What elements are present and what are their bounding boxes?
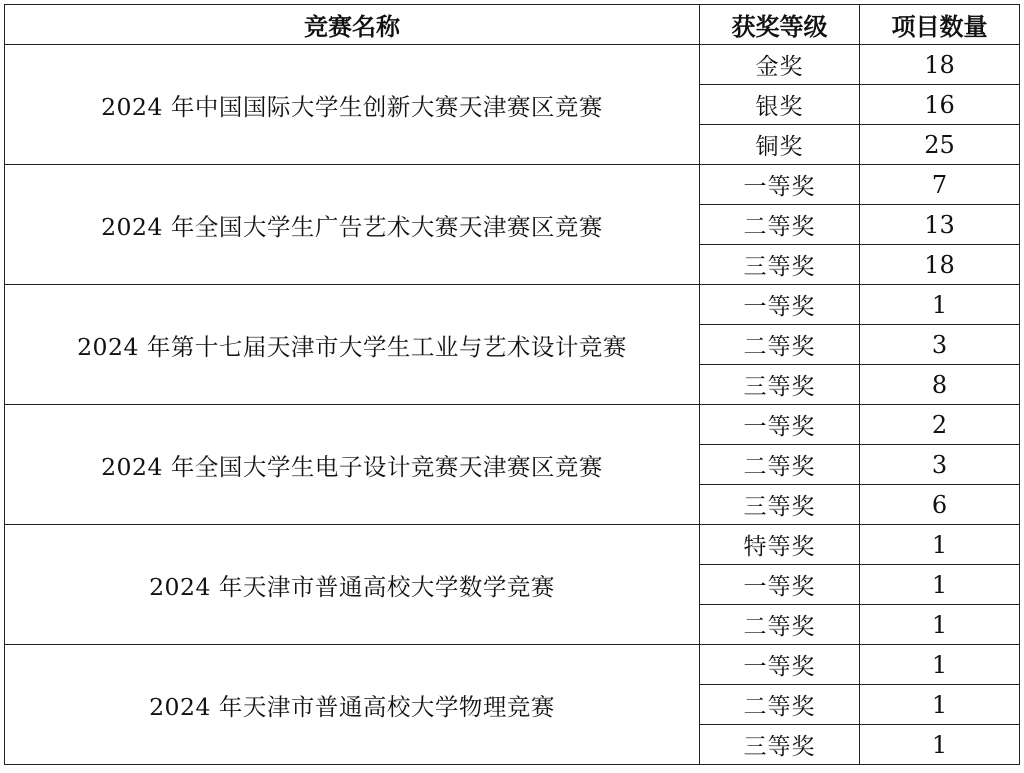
award-level-cell: 特等奖: [700, 525, 860, 565]
award-level-cell: 三等奖: [700, 725, 860, 765]
table-row: [5, 525, 1020, 565]
award-level-cell: 一等奖: [700, 405, 860, 445]
award-level-cell: 二等奖: [700, 685, 860, 725]
award-level-cell: 二等奖: [700, 325, 860, 365]
competition-name-cell: 2024 年天津市普通高校大学物理竞赛: [5, 645, 700, 765]
award-level-cell: 三等奖: [700, 365, 860, 405]
project-count-cell: 7: [860, 165, 1020, 205]
header-award-level: 获奖等级: [700, 5, 860, 45]
project-count-cell: 1: [860, 685, 1020, 725]
project-count-cell: 1: [860, 725, 1020, 765]
project-count-cell: 1: [860, 565, 1020, 605]
award-level-cell: 一等奖: [700, 645, 860, 685]
project-count-cell: 18: [860, 45, 1020, 85]
award-level-cell: 三等奖: [700, 485, 860, 525]
award-level-cell: 三等奖: [700, 245, 860, 285]
competition-name-cell: 2024 年第十七届天津市大学生工业与艺术设计竞赛: [5, 285, 700, 405]
awards-table-container: [4, 4, 1019, 765]
competition-name-cell: 2024 年全国大学生广告艺术大赛天津赛区竞赛: [5, 165, 700, 285]
award-level-cell: 银奖: [700, 85, 860, 125]
project-count-cell: 1: [860, 285, 1020, 325]
project-count-cell: 2: [860, 405, 1020, 445]
competition-name-cell: 2024 年中国国际大学生创新大赛天津赛区竞赛: [5, 45, 700, 165]
award-level-cell: 金奖: [700, 45, 860, 85]
competition-name-cell: 2024 年天津市普通高校大学数学竞赛: [5, 525, 700, 645]
project-count-cell: 6: [860, 485, 1020, 525]
award-level-cell: 铜奖: [700, 125, 860, 165]
project-count-cell: 3: [860, 445, 1020, 485]
project-count-cell: 16: [860, 85, 1020, 125]
award-level-cell: 一等奖: [700, 165, 860, 205]
project-count-cell: 18: [860, 245, 1020, 285]
awards-table: [4, 4, 1020, 765]
project-count-cell: 3: [860, 325, 1020, 365]
project-count-cell: 8: [860, 365, 1020, 405]
award-level-cell: 一等奖: [700, 565, 860, 605]
competition-name-cell: 2024 年全国大学生电子设计竞赛天津赛区竞赛: [5, 405, 700, 525]
header-row: [5, 5, 1020, 45]
table-row: [5, 285, 1020, 325]
table-row: [5, 405, 1020, 445]
project-count-cell: 1: [860, 525, 1020, 565]
table-row: [5, 645, 1020, 685]
award-level-cell: 二等奖: [700, 605, 860, 645]
award-level-cell: 一等奖: [700, 285, 860, 325]
project-count-cell: 13: [860, 205, 1020, 245]
project-count-cell: 1: [860, 605, 1020, 645]
table-row: [5, 165, 1020, 205]
header-competition-name: 竞赛名称: [5, 5, 700, 45]
header-project-count: 项目数量: [860, 5, 1020, 45]
project-count-cell: 1: [860, 645, 1020, 685]
award-level-cell: 二等奖: [700, 205, 860, 245]
project-count-cell: 25: [860, 125, 1020, 165]
table-row: [5, 45, 1020, 85]
award-level-cell: 二等奖: [700, 445, 860, 485]
